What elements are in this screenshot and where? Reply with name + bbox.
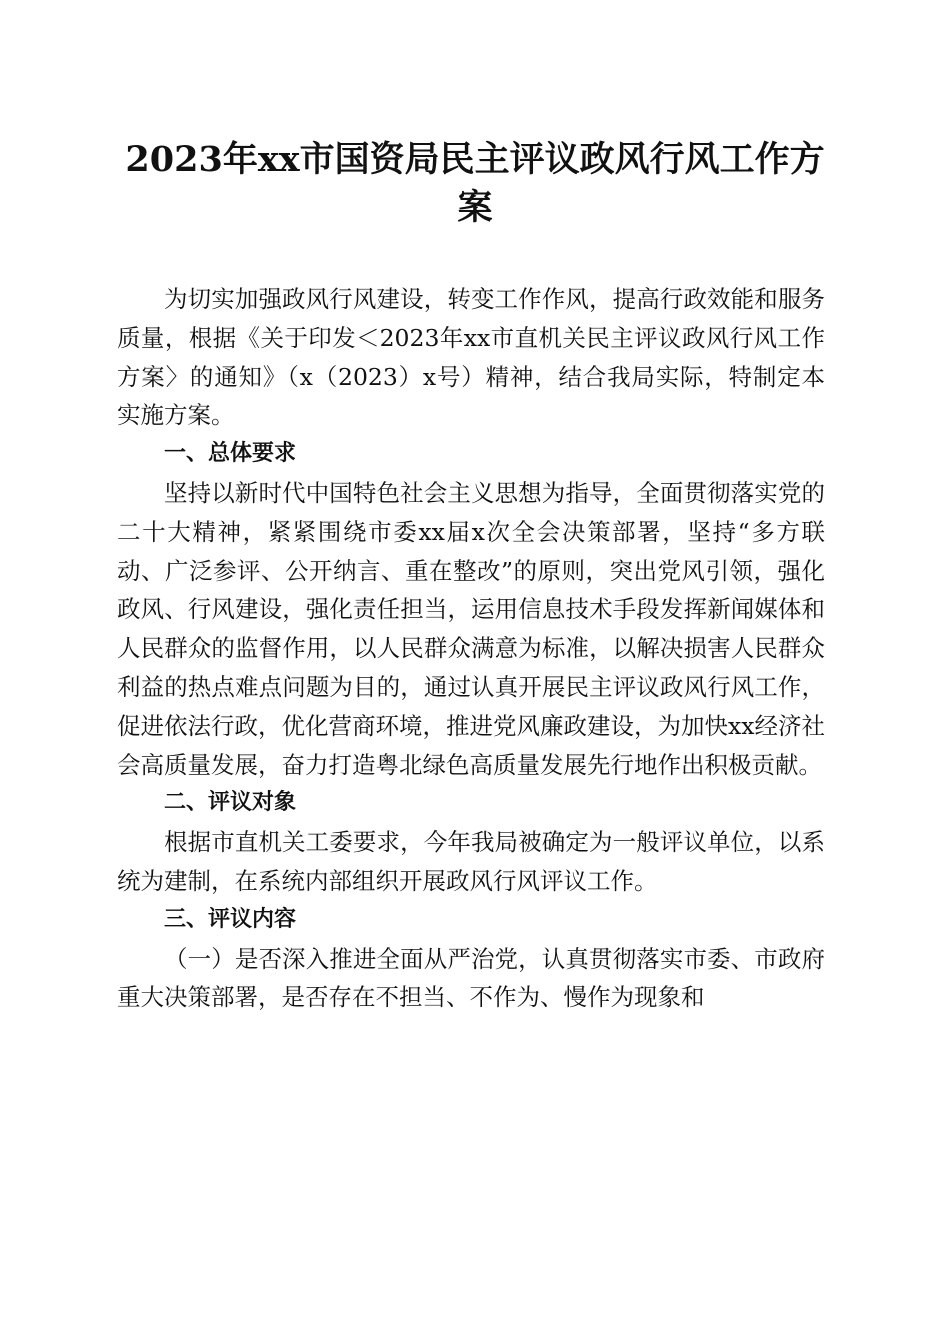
document-body	[117, 280, 825, 1017]
section-paragraph: 根据市直机关工委要求，今年我局被确定为一般评议单位，以系统为建制，在系统内部组织开展政风行风评议工作。	[117, 828, 825, 895]
section-paragraph: （一）是否深入推进全面从严治党，认真贯彻落实市委、市政府重大决策部署，是否存在不担当、不作为、慢作为现象和	[117, 944, 825, 1012]
section-heading-review-targets: 二、评议对象	[164, 790, 297, 816]
document-title: 2023年xx市国资局民主评议政风行风工作方案	[125, 139, 825, 228]
section-heading-review-content: 三、评议内容	[164, 906, 297, 932]
intro-paragraph: 为切实加强政风行风建设，转变工作作风，提高行政效能和服务质量，根据《关于印发＜2023年xx市直机关民主评议政风行风工作方案〉的通知》（x（2023）x号）精神，结合我局实际，特制定本实施方案。	[117, 285, 825, 430]
section-paragraph: 坚持以新时代中国特色社会主义思想为指导，全面贯彻落实党的二十大精神，紧紧围绕市委xx届x次全会决策部署，坚持“多方联动、广泛参评、公开纳言、重在整改”的原则，突出党风引领，强化政风、行风建设，强化责任担当，运用信息技术手段发挥新闻媒体和人民群众的监督作用，以人民群众满意为标准，以解决损害人民群众利益的热点难点问题为目的，通过认真开展民主评议政风行风工作，促进依法行政，优化营商环境，推进党风廉政建设，为加快xx经济社会高质量发展，奋力打造粤北绿色高质量发展先行地作出积极贡献。	[117, 478, 826, 779]
section-heading-general-requirements: 一、总体要求	[164, 441, 297, 467]
